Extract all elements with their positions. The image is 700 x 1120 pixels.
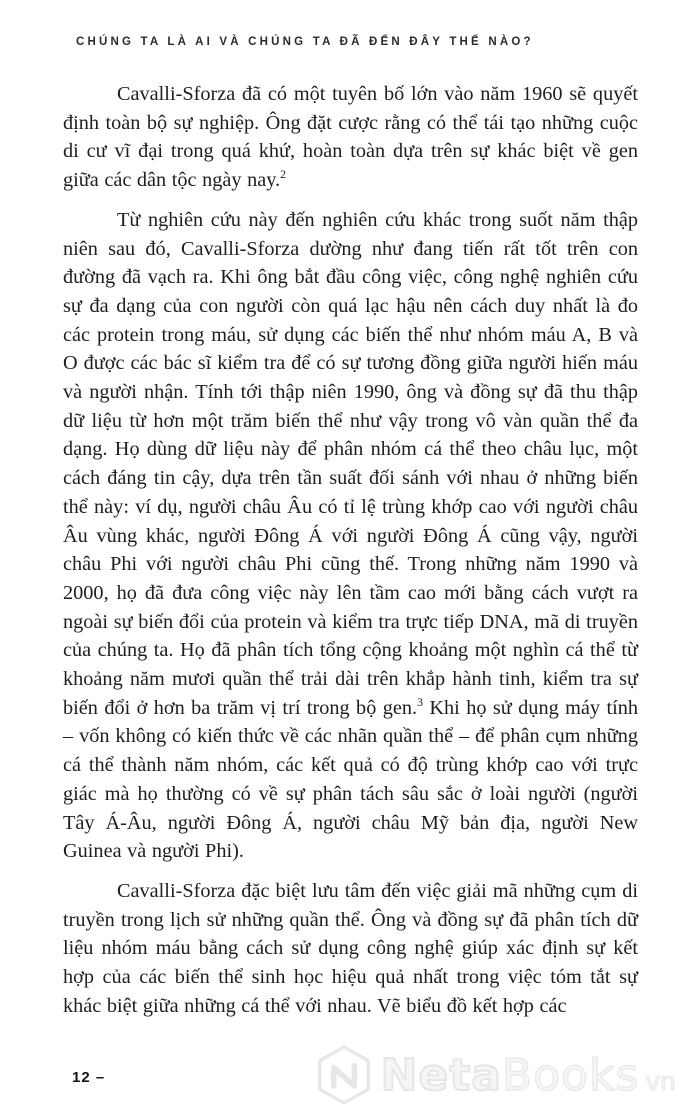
publisher-watermark bbox=[316, 1044, 676, 1106]
watermark-brand-text bbox=[381, 1050, 676, 1101]
watermark-brand-light: Books bbox=[501, 1049, 640, 1101]
paragraph bbox=[63, 877, 638, 1021]
netabooks-hexagon-logo-icon bbox=[316, 1044, 372, 1106]
footnote-reference: 2 bbox=[280, 168, 287, 182]
paragraph-text: Từ nghiên cứu này đến nghiên cứu khác trong suốt năm thập niên sau đó, Cavalli-Sforza dường như đang tiến rất tốt trên con đường đã vạch ra. Khi ông bắt đầu công việc, công nghệ nghiên cứu sự đa dạng của con người còn quá lạc hậu nên cách duy nhất là đo các protein trong máu, sử dụng các biến thể như nhóm máu A, B và O được các bác sĩ kiểm tra để có sự tương đồng giữa người hiến máu và người nhận. Tính tới thập niên 1990, ông và đồng sự đã thu thập dữ liệu từ hơn một trăm biến thể như vậy trong vô vàn quần thể đa dạng. Họ dùng dữ liệu này để phân nhóm cá thể theo châu lục, một cách đáng tin cậy, dựa trên tần suất đối sánh với nhau ở những biến thể này: ví dụ, người châu Âu có tỉ lệ trùng khớp cao với người châu Âu vùng khác, người Đông Á với người Đông Á cũng vậy, người châu Phi với người châu Phi cũng thế. Trong những năm 1990 và 2000, họ đã đưa công việc này lên tầm cao mới bằng cách vượt ra ngoài sự biến đổi của protein và kiểm tra trực tiếp DNA, mã di truyền của chúng ta. Họ đã phân tích tổng cộng khoảng một nghìn cá thể từ khoảng năm mươi quần thể trải dài trên khắp hành tinh, kiểm tra sự biến đổi ở hơn ba trăm vị trí trong bộ gen. bbox=[63, 208, 638, 719]
paragraph-text: Khi họ sử dụng máy tính – vốn không có kiến thức về các nhãn quần thể – để phân cụm những cá thể thành năm nhóm, các kết quả có độ trùng khớp cao với trực giác mà họ thường có về sự phân tách sâu sắc ở loài người (người Tây Á-Âu, người Đông Á, người châu Mỹ bản địa, người New Guinea và người Phi). bbox=[63, 696, 638, 863]
paragraph-text: Cavalli-Sforza đặc biệt lưu tâm đến việc giải mã những cụm di truyền trong lịch sử những quần thể. Ông và đồng sự đã phân tích dữ liệu nhóm máu bằng cách sử dụng công nghệ giúp xác định sự kết hợp của các biến thể sinh học hiệu quả nhất trong việc tóm tắt sự khác biệt giữa những cá thể với nhau. Vẽ biểu đồ kết hợp các bbox=[63, 879, 638, 1017]
paragraph bbox=[63, 206, 638, 866]
watermark-domain-suffix: vn bbox=[645, 1066, 676, 1096]
running-head: CHÚNG TA LÀ AI VÀ CHÚNG TA ĐÃ ĐẾN ĐÂY THẾ NÀO? bbox=[76, 36, 534, 48]
body-paragraphs bbox=[63, 80, 638, 1032]
paragraph bbox=[63, 80, 638, 195]
page-number: 12 – bbox=[72, 1069, 106, 1086]
paragraph-text: Cavalli-Sforza đã có một tuyên bố lớn vào năm 1960 sẽ quyết định toàn bộ sự nghiệp. Ông đặt cược rằng có thể tái tạo những cuộc di cư vĩ đại trong quá khứ, hoàn toàn dựa trên sự khác biệt về gen giữa các dân tộc ngày nay. bbox=[63, 83, 638, 192]
watermark-brand-bold: Neta bbox=[380, 1049, 502, 1101]
footnote-reference: 3 bbox=[417, 696, 423, 709]
